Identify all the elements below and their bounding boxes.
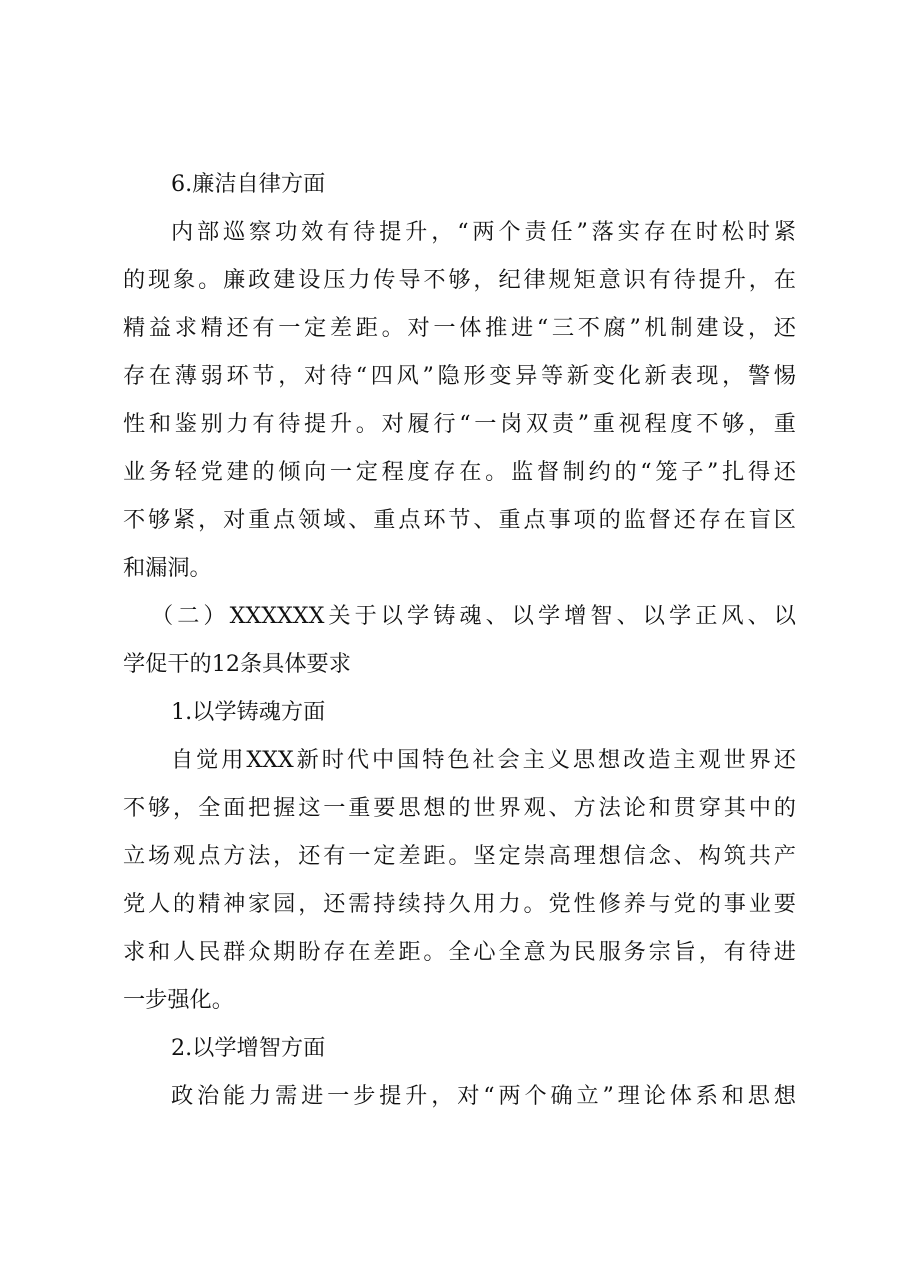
paragraph-line: 内部巡察功效有待提升，“两个责任”落实存在时松时紧 [171,219,796,245]
paragraph-line: 的现象。廉政建设压力传导不够，纪律规矩意识有待提升，在 [123,267,796,293]
section-heading: 2.以学增智方面 [171,1035,326,1061]
paragraph-line: 不够紧，对重点领域、重点环节、重点事项的监督还存在盲区 [123,507,796,533]
subsection-heading: （二）XXXXXX关于以学铸魂、以学增智、以学正风、以 [151,603,796,629]
document-page [123,166,796,1126]
subsection-heading: 学促干的12条具体要求 [123,651,351,677]
paragraph-line: 自觉用XXX新时代中国特色社会主义思想改造主观世界还 [171,747,796,773]
paragraph-line: 性和鉴别力有待提升。对履行“一岗双责”重视程度不够，重 [123,411,796,437]
paragraph-line: 党人的精神家园，还需持续持久用力。党性修养与党的事业要 [123,891,796,917]
section-heading: 6.廉洁自律方面 [171,171,326,197]
paragraph-line: 存在薄弱环节，对待“四风”隐形变异等新变化新表现，警惕 [123,363,796,389]
paragraph-line: 求和人民群众期盼存在差距。全心全意为民服务宗旨，有待进 [123,939,796,965]
section-heading: 1.以学铸魂方面 [171,699,326,725]
paragraph-line: 立场观点方法，还有一定差距。坚定崇高理想信念、构筑共产 [123,843,796,869]
paragraph-line: 政治能力需进一步提升，对“两个确立”理论体系和思想 [171,1083,796,1109]
paragraph-line: 和漏洞。 [123,555,212,581]
paragraph-line: 不够，全面把握这一重要思想的世界观、方法论和贯穿其中的 [123,795,796,821]
paragraph-line: 精益求精还有一定差距。对一体推进“三不腐”机制建设，还 [123,315,796,341]
paragraph-line: 业务轻党建的倾向一定程度存在。监督制约的“笼子”扎得还 [123,459,796,485]
paragraph-line: 一步强化。 [123,987,234,1013]
